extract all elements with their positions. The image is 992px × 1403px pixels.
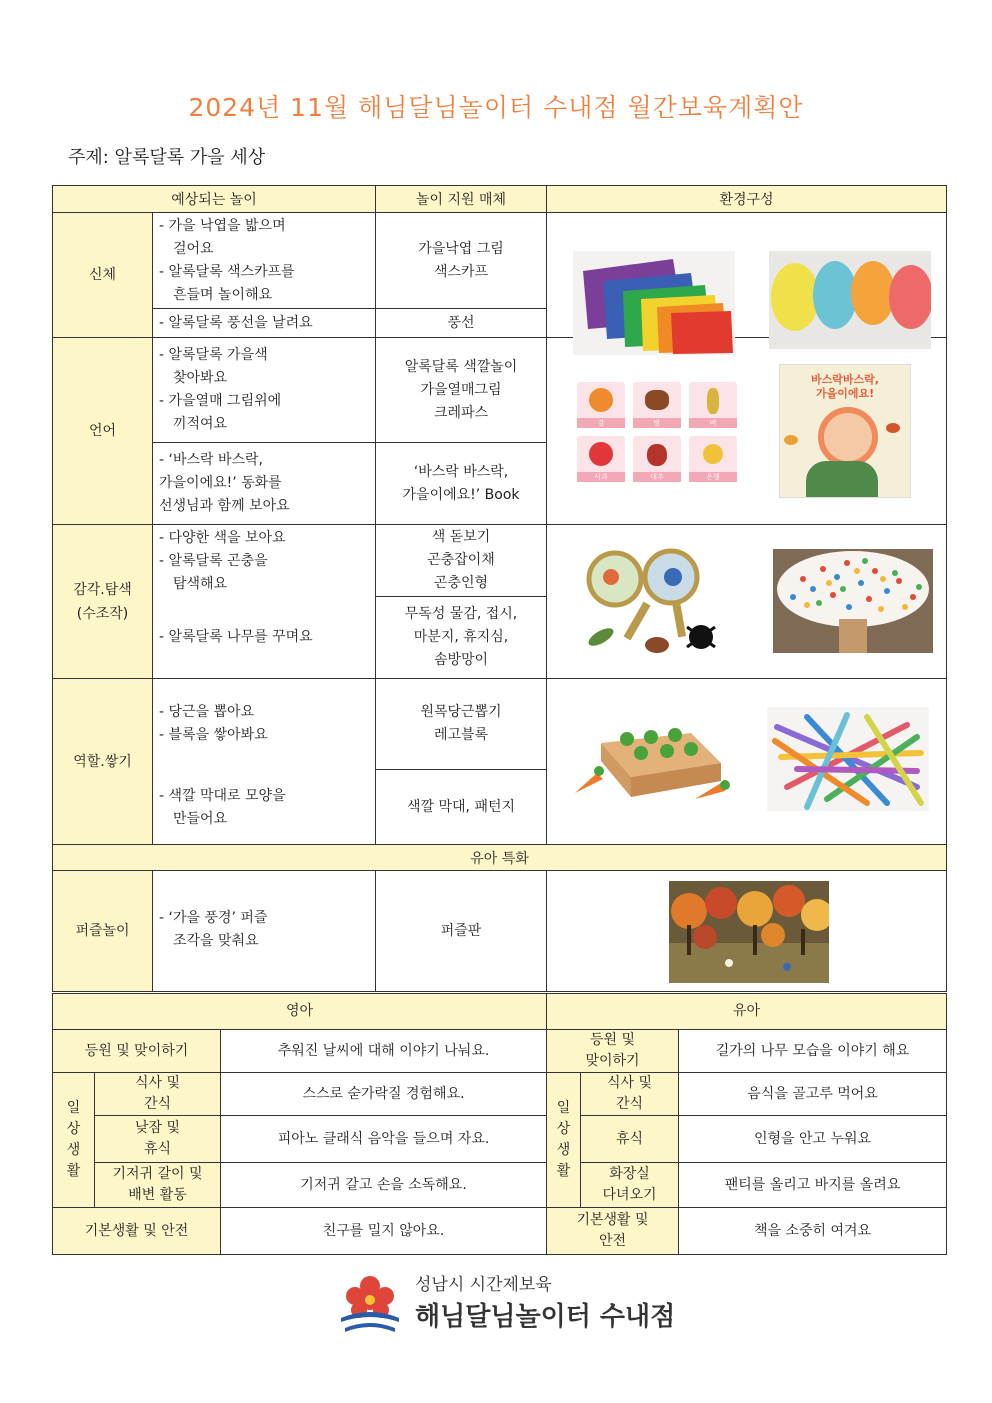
play-list (153, 871, 376, 992)
material-item: 무독성 물감, 접시, (404, 606, 518, 622)
safety-child-text: 책을 소중히 여겨요 (679, 1208, 947, 1255)
play-item: 탐색해요 (173, 576, 228, 592)
daily-life-label-child: 일 상 생 활 (547, 1073, 581, 1208)
daily-life-label-baby: 일 상 생 활 (53, 1073, 95, 1208)
dotted-tree-photo (773, 549, 933, 653)
fruit-card: 밤 (633, 382, 681, 428)
carrot-toy-photo (571, 703, 733, 805)
arrival-child-text: 길가의 나무 모습을 이야기 해요 (679, 1030, 947, 1073)
safety-baby-text: 친구를 밀지 않아요. (221, 1208, 547, 1255)
material-item: 퍼즐판 (440, 922, 482, 939)
play-item: 선생님과 함께 보아요 (159, 498, 290, 514)
material-item: 색깔 막대, 패턴지 (407, 798, 516, 815)
fruit-card: 사과 (577, 436, 625, 482)
play-list (153, 679, 376, 845)
play-item: - ‘가을 풍경’ 퍼즐 (159, 910, 268, 926)
play-item: - 가을열매 그림위에 (159, 393, 282, 409)
category-role-blocks: 역할.쌓기 (53, 679, 153, 845)
daily-life-table (52, 993, 947, 1255)
material-cell (376, 679, 547, 770)
play-list (153, 338, 376, 443)
balloons-photo (769, 251, 931, 349)
routine-label: 식사 및 간식 (581, 1073, 679, 1116)
material-cell (376, 309, 547, 338)
header-materials: 놀이 지원 매체 (376, 186, 547, 213)
arrival-child-label: 등원 및 맞이하기 (547, 1030, 679, 1073)
play-item: 조각을 맞춰요 (173, 933, 259, 949)
material-item: 가을낙엽 그림 (418, 240, 504, 257)
play-item: - 가을 낙엽을 밟으며 (159, 217, 286, 234)
material-item: 가을열매그림 (420, 381, 502, 398)
play-list (153, 443, 376, 525)
routine-text: 피아노 클래식 음악을 들으며 자요. (221, 1116, 547, 1163)
material-cell (376, 597, 547, 679)
routine-label: 식사 및 간식 (95, 1073, 221, 1116)
plan-table (52, 185, 947, 992)
env-physical (547, 213, 947, 338)
play-item: - 다양한 색을 보아요 (159, 530, 286, 546)
material-item: 풍선 (447, 314, 475, 331)
safety-child-label: 기본생활 및 안전 (547, 1208, 679, 1255)
material-item: 솜방망이 (433, 652, 489, 668)
header-environment: 환경구성 (547, 186, 947, 213)
material-cell (376, 525, 547, 597)
play-list (153, 309, 376, 338)
routine-label: 낮잠 및 휴식 (95, 1116, 221, 1163)
fruit-card: 대추 (633, 436, 681, 482)
insect-toys-photo (583, 547, 733, 659)
arrival-baby-text: 추워진 날씨에 대해 이야기 나눠요. (221, 1030, 547, 1073)
material-item: 곤충인형 (433, 575, 489, 591)
subject-line: 주제: 알록달록 가을 세상 (68, 147, 266, 168)
routine-text: 팬티를 올리고 바지를 올려요 (679, 1163, 947, 1208)
play-item: - 알록달록 나무를 꾸며요 (159, 629, 313, 645)
category-language: 언어 (53, 338, 153, 525)
routine-text: 스스로 숟가락질 경험해요. (221, 1073, 547, 1116)
category-sensory: 감각.탐색 (수조작) (53, 525, 153, 679)
child-header: 유아 (547, 994, 947, 1030)
category-physical: 신체 (53, 213, 153, 338)
logo-subtitle: 성남시 시간제보육 (415, 1275, 552, 1295)
material-cell (376, 770, 547, 845)
routine-label: 화장실 다녀오기 (581, 1163, 679, 1208)
play-item: - 알록달록 가을색 (159, 347, 268, 363)
fruit-card: 은행 (689, 436, 737, 482)
arrival-label: 등원 및 맞이하기 (53, 1030, 221, 1073)
play-list (153, 525, 376, 679)
material-item: 마분지, 휴지심, (413, 629, 509, 645)
env-role-blocks (547, 679, 947, 845)
routine-text: 음식을 골고루 먹어요 (679, 1073, 947, 1116)
material-cell (376, 213, 547, 309)
play-item: - 블록을 쌓아봐요 (159, 727, 268, 743)
play-item: - 알록달록 곤충을 (159, 553, 268, 569)
routine-label: 휴식 (581, 1116, 679, 1163)
autumn-puzzle-photo (669, 881, 829, 983)
material-cell (376, 871, 547, 992)
material-cell (376, 338, 547, 443)
play-item: - 알록달록 색스카프를 (159, 263, 295, 280)
routine-text: 기저귀 갈고 손을 소독해요. (221, 1163, 547, 1208)
routine-text: 인형을 안고 누워요 (679, 1116, 947, 1163)
play-item: 만들어요 (173, 811, 228, 827)
material-item: 색 돋보기 (431, 529, 491, 545)
material-item: ‘바스락 바스락, (413, 463, 509, 480)
env-puzzle (547, 871, 947, 992)
color-sticks-photo (767, 707, 929, 811)
play-item: 찾아봐요 (173, 370, 228, 386)
env-language (547, 338, 947, 525)
header-play: 예상되는 놀이 (53, 186, 376, 213)
play-item: - 알록달록 풍선을 날려요 (159, 314, 313, 331)
play-item: - 색깔 막대로 모양을 (159, 788, 286, 804)
play-list (153, 213, 376, 309)
play-item: - ‘바스락 바스락, (159, 452, 263, 468)
env-sensory (547, 525, 947, 679)
play-item: - 당근을 뽑아요 (159, 704, 255, 720)
category-puzzle: 퍼즐놀이 (53, 871, 153, 992)
play-item: 끼적여요 (173, 416, 228, 432)
infant-special-header: 유아 특화 (53, 845, 947, 871)
material-item: 원목당근뽑기 (420, 704, 502, 720)
material-cell (376, 443, 547, 525)
material-item: 레고블록 (433, 727, 489, 743)
routine-label: 기저귀 갈이 및 배변 활동 (95, 1163, 221, 1208)
play-item: 걸어요 (173, 240, 214, 257)
logo-name: 해님달님놀이터 수내점 (415, 1302, 676, 1332)
play-item: 가을이에요!’ 동화를 (159, 475, 282, 491)
material-item: 크레파스 (433, 404, 489, 421)
book-cover-photo: 바스락바스락, 가을이에요! (779, 364, 911, 498)
footer-logo (335, 1268, 715, 1338)
play-item: 흔들며 놀이해요 (173, 286, 273, 303)
page-title: 2024년 11월 해님달님놀이터 수내점 월간보육계획안 (188, 93, 804, 122)
material-item: 가을이에요!’ Book (402, 486, 520, 503)
fruit-card: 감 (577, 382, 625, 428)
fruit-card: 벼 (689, 382, 737, 428)
fruit-cards-photo (577, 382, 737, 484)
material-item: 곤충잡이채 (427, 552, 495, 568)
city-emblem-icon (335, 1272, 405, 1336)
material-item: 알록달록 색깔놀이 (404, 358, 518, 375)
baby-header: 영아 (53, 994, 547, 1030)
safety-label: 기본생활 및 안전 (53, 1208, 221, 1255)
material-item: 색스카프 (433, 263, 489, 280)
